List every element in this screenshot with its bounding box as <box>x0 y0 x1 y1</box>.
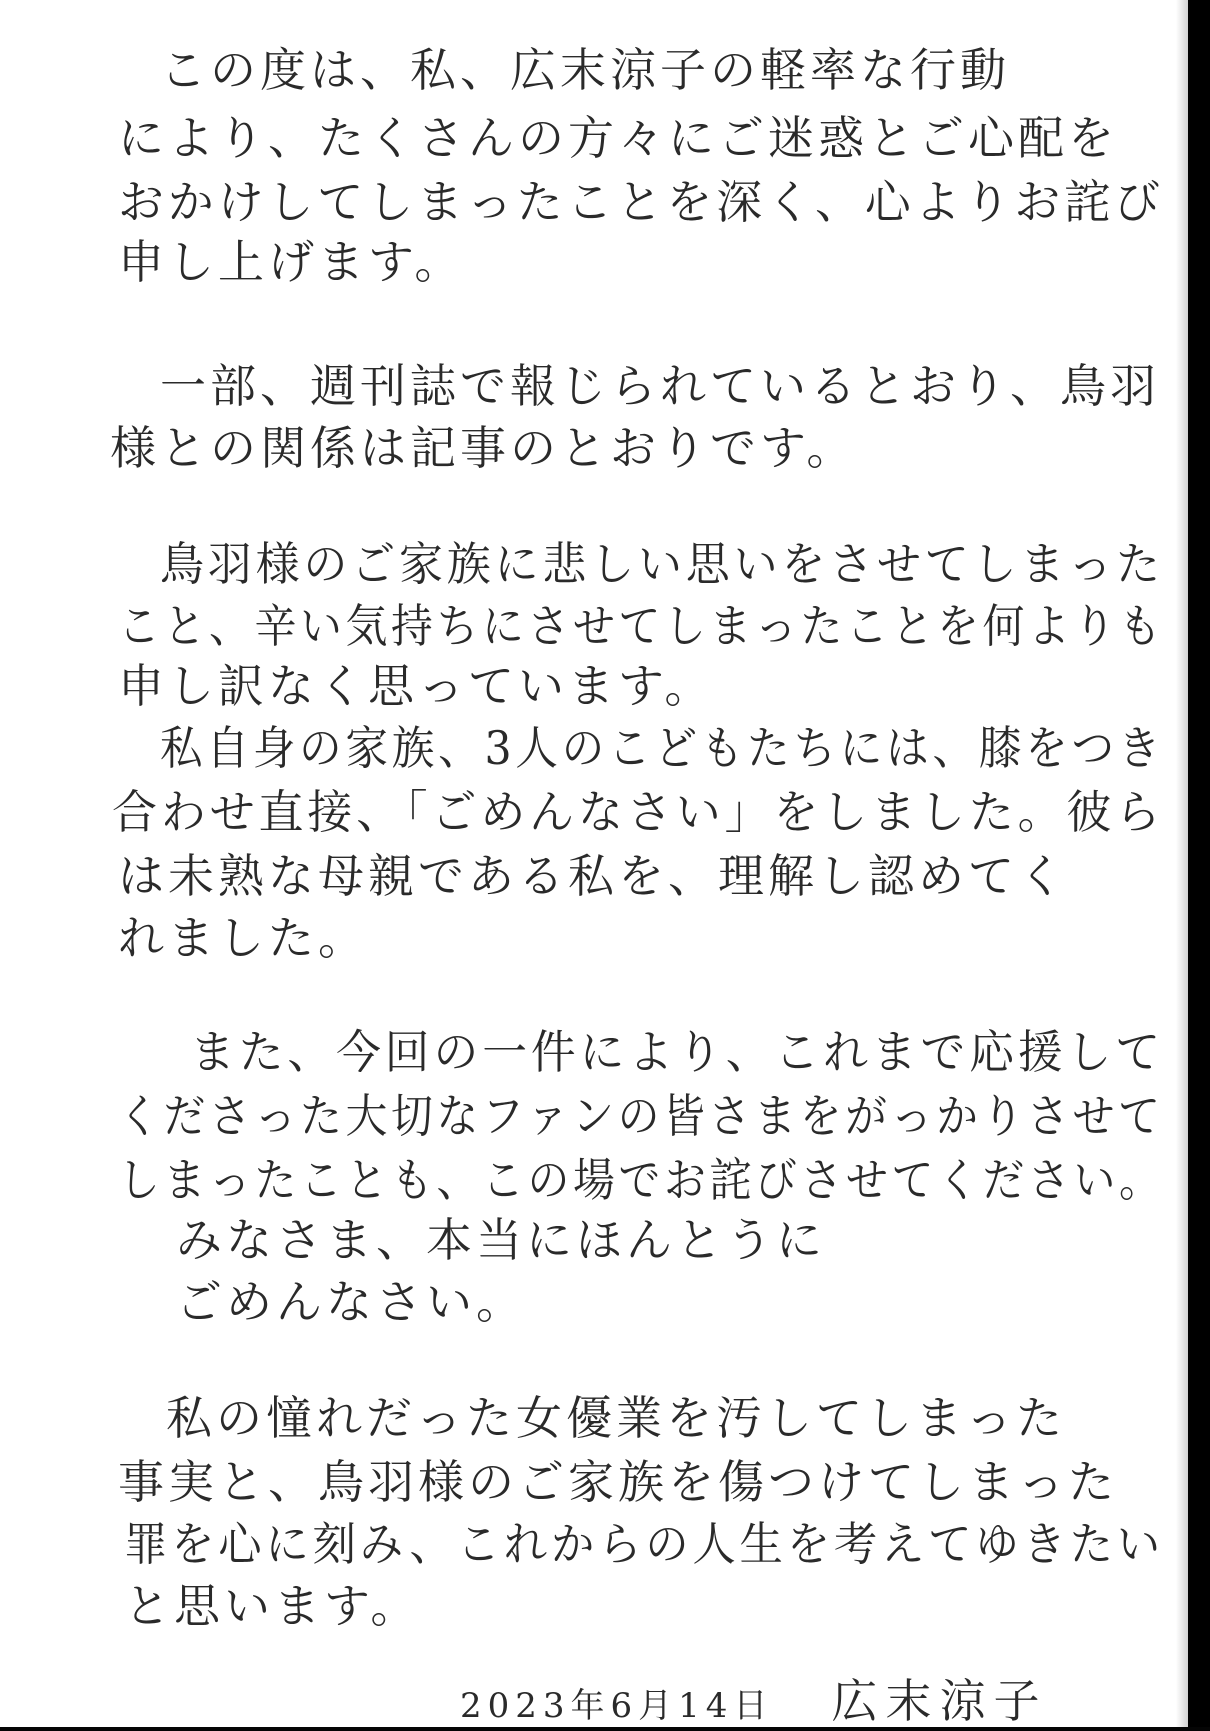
letter-line-22: と思います。 <box>124 1579 421 1633</box>
letter-line-16: しまったことも、この場でお詫びさせてください。 <box>118 1153 1165 1207</box>
letter-line-15: くださった大切なファンの皆さまをがっかりさせて <box>118 1089 1164 1143</box>
letter-line-6: 様との関係は記事のとおりです。 <box>110 421 857 475</box>
letter-line-11: 合わせ直接、「ごめんなさい」をしました。彼ら <box>112 785 1165 839</box>
paper-edge-shadow <box>1176 0 1188 1727</box>
letter-line-4: 申し上げます。 <box>118 235 465 289</box>
letter-line-14: また、今回の一件により、これまで応援して <box>190 1025 1164 1079</box>
letter-line-10: 私自身の家族、3人のこどもたちには、膝をつき <box>160 721 1165 775</box>
letter-line-3: おかけしてしまったことを深く、心よりお詫び <box>118 175 1164 229</box>
letter-line-18: ごめんなさい。 <box>176 1275 526 1329</box>
letter-line-9: 申し訳なく思っています。 <box>118 659 715 713</box>
letter-line-17: みなさま、本当にほんとうに <box>176 1213 826 1267</box>
letter-line-5: 一部、週刊誌で報じられているとおり、鳥羽 <box>160 359 1160 413</box>
date-signature-line <box>460 1665 1047 1731</box>
letter-line-2: により、たくさんの方々にご迷惑とご心配を <box>118 111 1118 165</box>
letter-line-12: は未熟な母親である私を、理解し認めてく <box>118 849 1068 903</box>
signature: 広末涼子 <box>831 1674 1048 1728</box>
letter-line-8: こと、辛い気持ちにさせてしまったことを何よりも <box>118 599 1165 653</box>
letter-line-13: れました。 <box>118 911 368 965</box>
letter-line-1: この度は、私、広末涼子の軽率な行動 <box>160 43 1010 97</box>
letter-line-20: 事実と、鳥羽様のご家族を傷つけてしまった <box>118 1455 1118 1509</box>
letter-line-21: 罪を心に刻み、これからの人生を考えてゆきたい <box>124 1517 1164 1571</box>
letter-line-19: 私の憧れだった女優業を汚してしまった <box>166 1391 1066 1445</box>
letter-line-7: 鳥羽様のご家族に悲しい思いをさせてしまった <box>160 537 1164 591</box>
letter-date: 2023年6月14日 <box>460 1686 774 1726</box>
